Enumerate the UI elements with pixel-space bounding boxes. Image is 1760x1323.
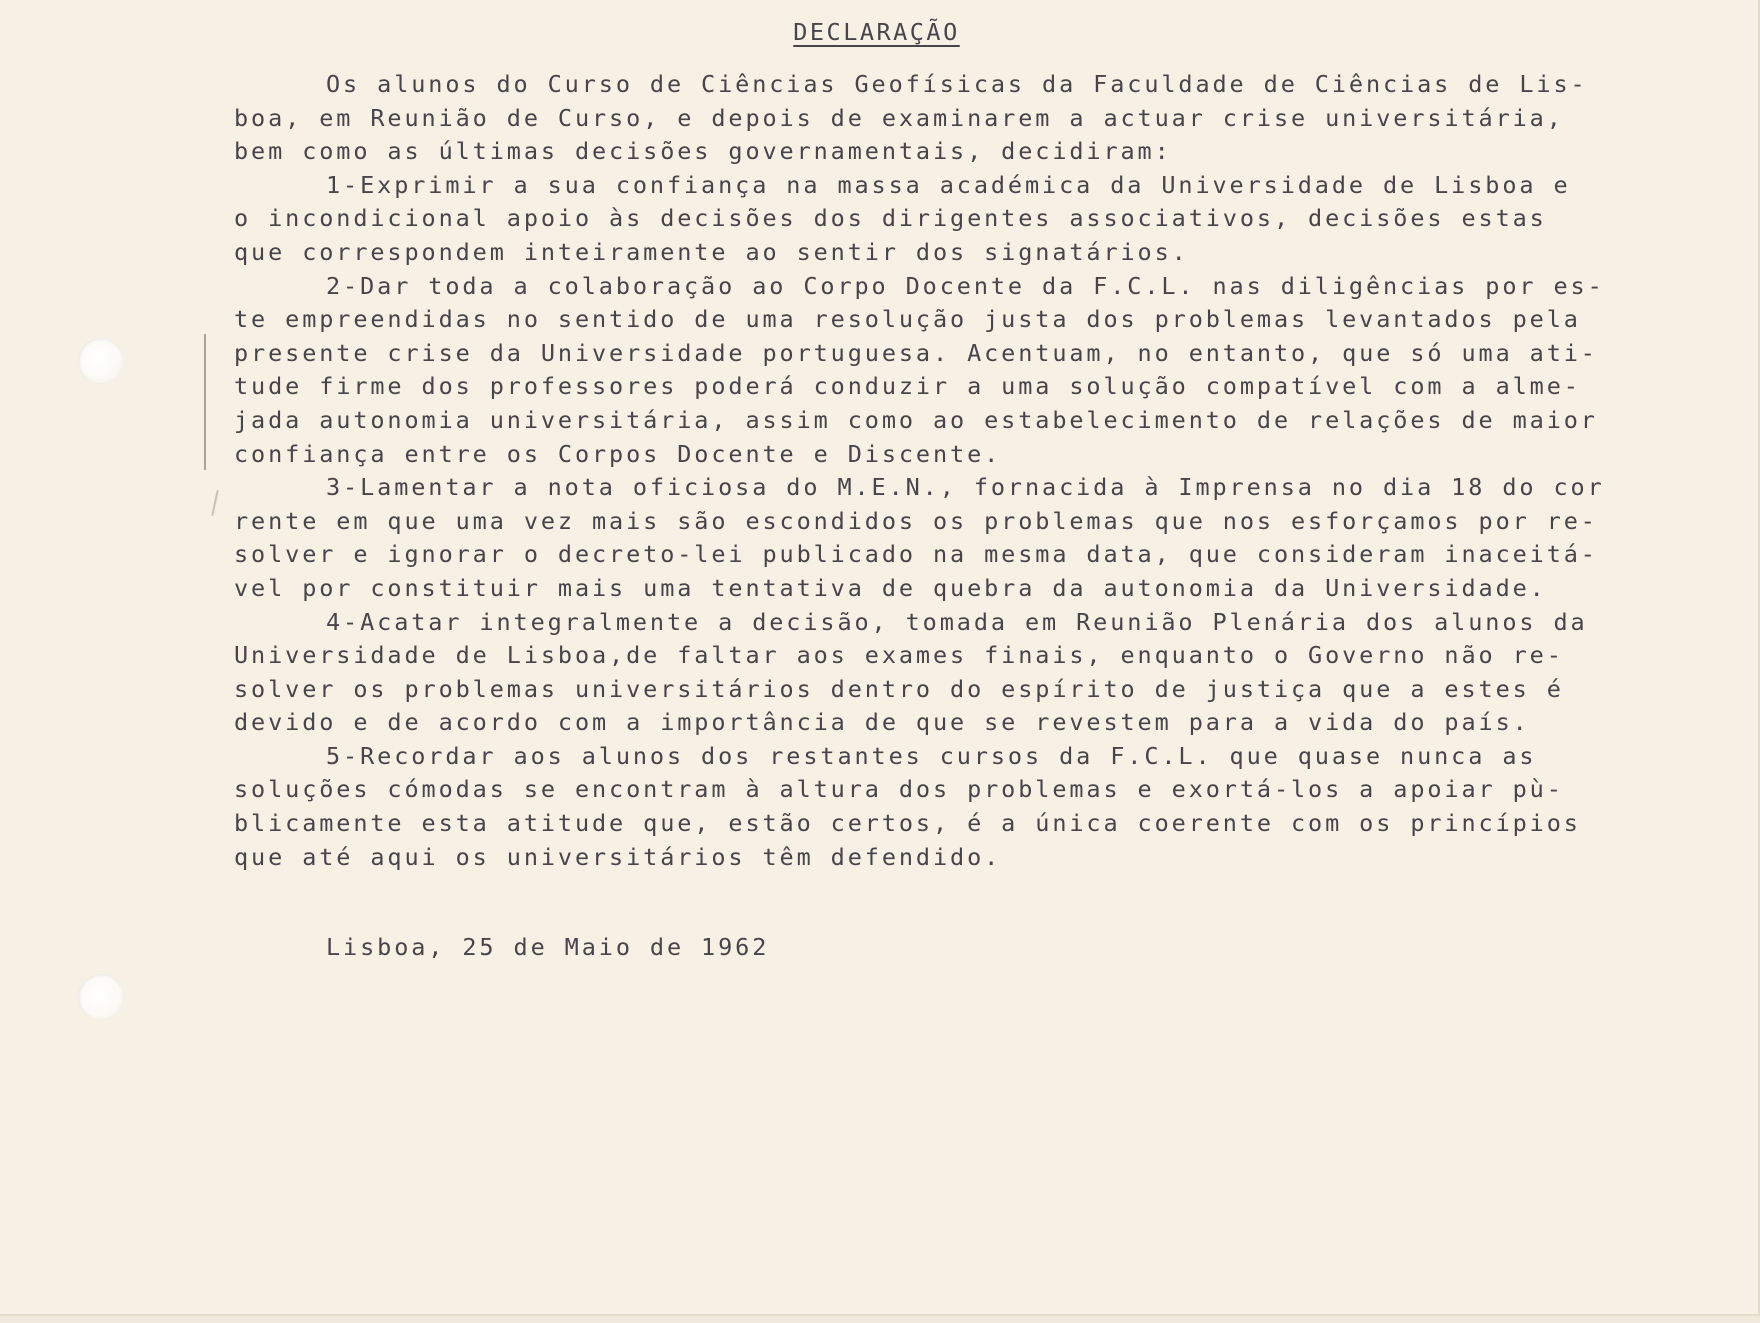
text-line: tude firme dos professores poderá conduzir a uma solução compatível com a alme- <box>234 372 1581 401</box>
text-line: 2-Dar toda a colaboração ao Corpo Docente da F.C.L. nas diligências por es- <box>326 271 1605 300</box>
text-line: Universidade de Lisboa,de faltar aos exames finais, enquanto o Governo não re- <box>234 641 1564 670</box>
text-line: devido e de acordo com a importância de que se revestem para a vida do país. <box>234 708 1530 737</box>
text-line: confiança entre os Corpos Docente e Discente. <box>234 439 1002 468</box>
text-line: blicamente esta atitude que, estão certos, é a única coerente com os princípios <box>234 809 1581 838</box>
punch-hole-top <box>78 338 124 384</box>
text-line: 3-Lamentar a nota oficiosa do M.E.N., fornacida à Imprensa no dia 18 do cor <box>326 473 1605 502</box>
text-line: bem como as últimas decisões governamentais, decidiram: <box>234 137 1172 166</box>
text-line: te empreendidas no sentido de uma resolução justa dos problemas levantados pela <box>234 305 1581 334</box>
date-line: Lisboa, 25 de Maio de 1962 <box>326 933 770 962</box>
margin-pencil-tick <box>211 490 218 516</box>
text-line: 1-Exprimir a sua confiança na massa académica da Universidade de Lisboa e <box>326 170 1571 199</box>
text-line: vel por constituir mais uma tentativa de quebra da autonomia da Universidade. <box>234 573 1547 602</box>
punch-hole-bottom <box>78 974 124 1020</box>
text-line: que correspondem inteiramente ao sentir dos signatários. <box>234 237 1189 266</box>
scan-edge <box>0 1316 1760 1323</box>
margin-pencil-mark <box>204 334 206 470</box>
text-line: que até aqui os universitários têm defendido. <box>234 842 1002 871</box>
document-title: DECLARAÇÃO <box>793 18 960 46</box>
text-line: boa, em Reunião de Curso, e depois de examinarem a actuar crise universitária, <box>234 103 1564 132</box>
text-line: Os alunos do Curso de Ciências Geofísicas da Faculdade de Ciências de Lis- <box>326 70 1588 98</box>
text-line: 5-Recordar aos alunos dos restantes cursos da F.C.L. que quase nunca as <box>326 741 1537 770</box>
text-line: solver os problemas universitários dentro do espírito de justiça que a estes é <box>234 674 1564 703</box>
text-line: 4-Acatar integralmente a decisão, tomada em Reunião Plenária dos alunos da <box>326 607 1588 636</box>
text-line: soluções cómodas se encontram à altura dos problemas e exortá-los a apoiar pù- <box>234 775 1564 804</box>
text-line: presente crise da Universidade portuguesa. Acentuam, no entanto, que só uma ati- <box>234 338 1598 367</box>
text-line: rente em que uma vez mais são escondidos os problemas que nos esforçamos por re- <box>234 506 1598 535</box>
text-line: solver e ignorar o decreto-lei publicado na mesma data, que consideram inaceitá- <box>234 540 1598 569</box>
text-line: o incondicional apoio às decisões dos dirigentes associativos, decisões estas <box>234 204 1547 233</box>
typed-declaration <box>234 18 1694 988</box>
text-line: jada autonomia universitária, assim como ao estabelecimento de relações de maior <box>234 405 1598 434</box>
